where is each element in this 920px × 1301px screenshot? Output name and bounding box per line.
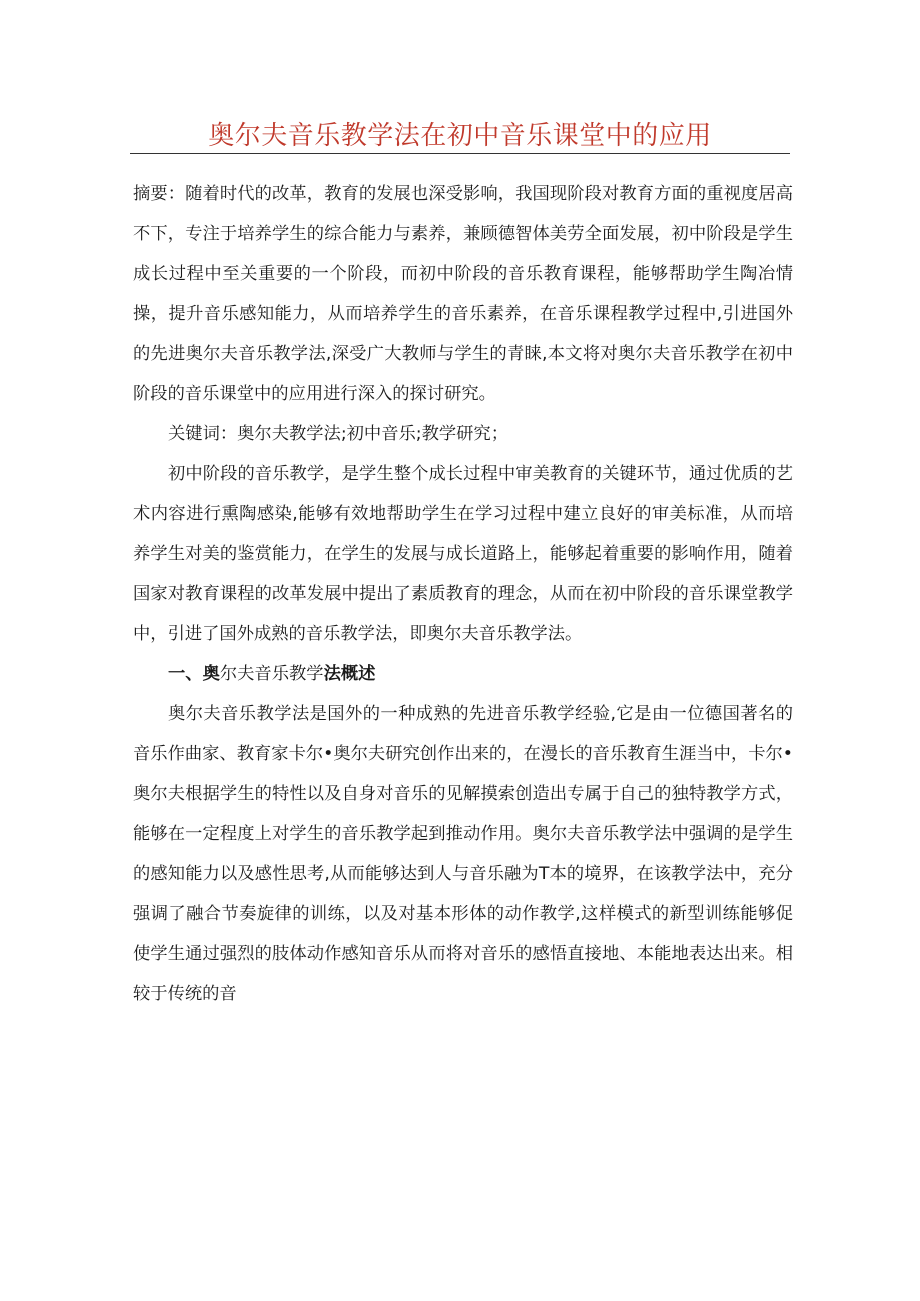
- section-1-paragraph: 奥尔夫音乐教学法是国外的一种成熟的先进音乐教学经验,它是由一位德国著名的音乐作曲家、教育家卡尔•奥尔夫研究创作出来的，在漫长的音乐教育生涯当中，卡尔•奥尔夫根据学生的特性以及自身对音乐的见解摸索创造出专属于自己的独特教学方式，能够在一定程度上对学生的音乐教学起到推动作用。奥尔夫音乐教学法中强调的是学生的感知能力以及感性思考,从而能够达到人与音乐融为T本的境界，在该教学法中，充分强调了融合节奏旋律的训练，以及对基本形体的动作教学,这样模式的新型训练能够促使学生通过强烈的肢体动作感知音乐从而将对音乐的感悟直接地、本能地表达出来。相较于传统的音: [133, 704, 793, 1004]
- section-heading-prefix: 一、奥: [168, 664, 220, 684]
- section-heading-suffix: 法概述: [323, 664, 376, 684]
- intro-paragraph: 初中阶段的音乐教学，是学生整个成长过程中审美教育的关键环节，通过优质的艺术内容进行熏陶感染,能够有效地帮助学生在学习过程中建立良好的审美标准，从而培养学生对美的鉴赏能力，在学生的发展与成长道路上，能够起着重要的影响作用，随着国家对教育课程的改革发展中提出了素质教育的理念，从而在初中阶段的音乐课堂教学中，引进了国外成熟的音乐教学法，即奥尔夫音乐教学法。: [133, 464, 793, 644]
- title-underline: [130, 153, 790, 154]
- document-body: [133, 174, 793, 1014]
- section-heading-1: [133, 654, 793, 694]
- abstract-paragraph: 摘要：随着时代的改革，教育的发展也深受影响，我国现阶段对教育方面的重视度居高不下，专注于培养学生的综合能力与素养，兼顾德智体美劳全面发展，初中阶段是学生成长过程中至关重要的一个阶段，而初中阶段的音乐教育课程，能够帮助学生陶冶情操，提升音乐感知能力，从而培养学生的音乐素养，在音乐课程教学过程中,引进国外的先进奥尔夫音乐教学法,深受广大教师与学生的青睐,本文将对奥尔夫音乐教学在初中阶段的音乐课堂中的应用进行深入的探讨研究。: [133, 184, 793, 404]
- section-heading-middle: 尔夫音乐教学: [219, 664, 324, 684]
- keywords-line: 关键词：奥尔夫教学法;初中音乐;教学研究；: [168, 424, 508, 444]
- document-title: 奥尔夫音乐教学法在初中音乐课堂中的应用: [208, 121, 712, 151]
